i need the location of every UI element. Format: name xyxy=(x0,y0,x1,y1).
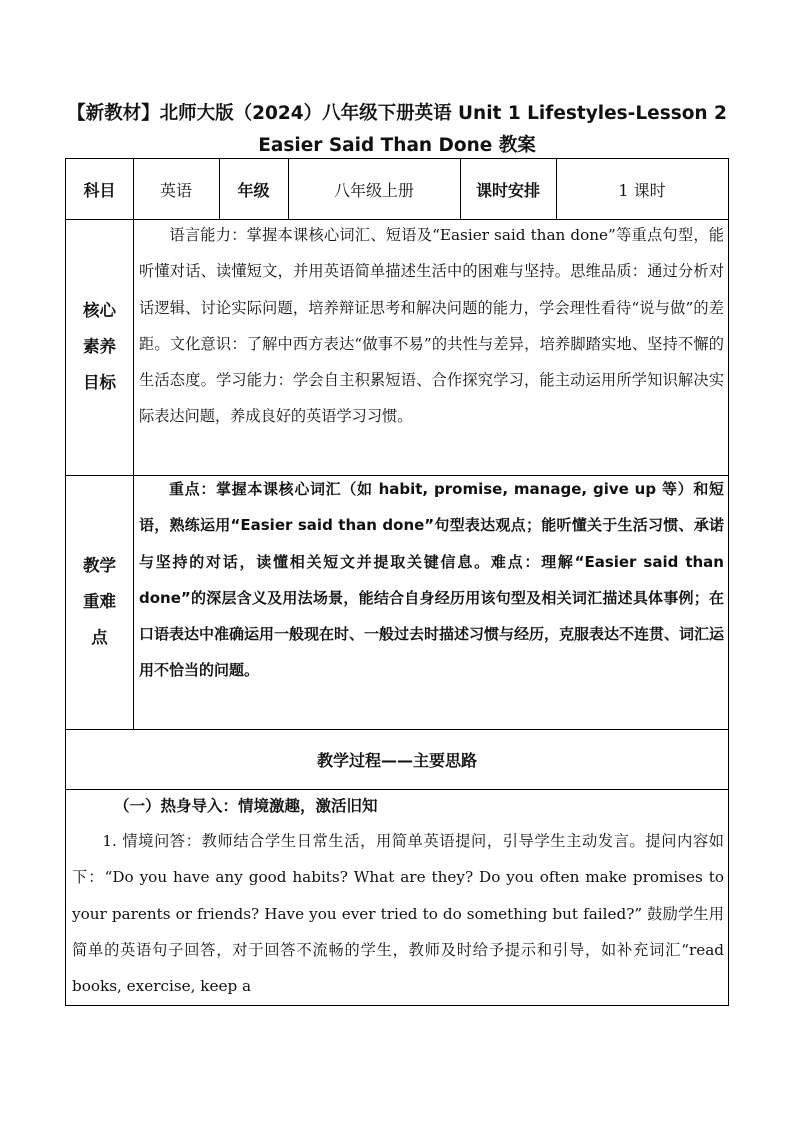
grade-value: 八年级上册 xyxy=(333,180,414,200)
core-goals-label-line: 目标 xyxy=(83,373,116,392)
key-points-label-line: 点 xyxy=(91,628,108,647)
section-heading: （一）热身导入：情境激趣，激活旧知 xyxy=(114,797,378,815)
hours-label: 课时安排 xyxy=(475,180,540,200)
hours-value: 1 课时 xyxy=(618,180,666,200)
core-goals-label-line: 素养 xyxy=(83,337,116,356)
key-points-label-line: 重难 xyxy=(83,592,116,611)
key-points-text: 重点：掌握本课核心词汇（如 habit, promise, manage, give up 等）和短语，熟练运用“Easier said than done”句型表达观点；能听懂关于生活习惯、承诺与坚持的对话，读懂相关短文并提取关键信息。难点：理解“Easier said than done”的深层含义及用法场景，能结合自身经历用该句型及相关词汇描述具体事例；在口语表达中准确运用一般现在时、一般过去时描述习惯与经历，克服表达不连贯、词汇运用不恰当的问题。 xyxy=(139,480,725,680)
section-body: 1. 情境问答：教师结合学生日常生活，用简单英语提问，引导学生主动发言。提问内容如下：“Do you have any good habits? What are they? Do you often make promises to your parents or friends? Have you ever tried to do something but failed?” 鼓励学生用简单的英语句子回答，对于回答不流畅的学生，教师及时给予提示和引导，如补充词汇“read books, exercise, keep a xyxy=(72,832,724,996)
grade-label: 年级 xyxy=(237,180,270,200)
title-line-2: Easier Said Than Done 教案 xyxy=(258,135,536,156)
key-points-label-line: 教学 xyxy=(83,556,116,575)
title-line-1: 【新教材】北师大版（2024）八年级下册英语 Unit 1 Lifestyles-Lesson 2 xyxy=(67,103,727,124)
row-divider xyxy=(66,789,728,790)
process-title: 教学过程——主要思路 xyxy=(316,750,477,770)
core-goals-label-line: 核心 xyxy=(83,301,116,320)
key-points-label xyxy=(66,475,133,729)
column-divider xyxy=(133,159,134,729)
core-goals-text: 语言能力：掌握本课核心词汇、短语及“Easier said than done”等重点句型，能听懂对话、读懂短文，并用英语简单描述生活中的困难与坚持。思维品质：通过分析对话逻辑、讨论实际问题，培养辩证思考和解决问题的能力，学会理性看待“说与做”的差距。文化意识：了解中西方表达“做事不易”的共性与差异，培养脚踏实地、坚持不懈的生活态度。学习能力：学会自主积累短语、合作探究学习，能主动运用所学知识解决实际表达问题，养成良好的英语学习习惯。 xyxy=(139,226,724,426)
document-title xyxy=(60,98,734,162)
core-goals-label xyxy=(66,219,133,475)
subject-value: 英语 xyxy=(159,180,192,200)
subject-label: 科目 xyxy=(83,180,116,200)
lesson-plan-table xyxy=(65,158,729,1006)
